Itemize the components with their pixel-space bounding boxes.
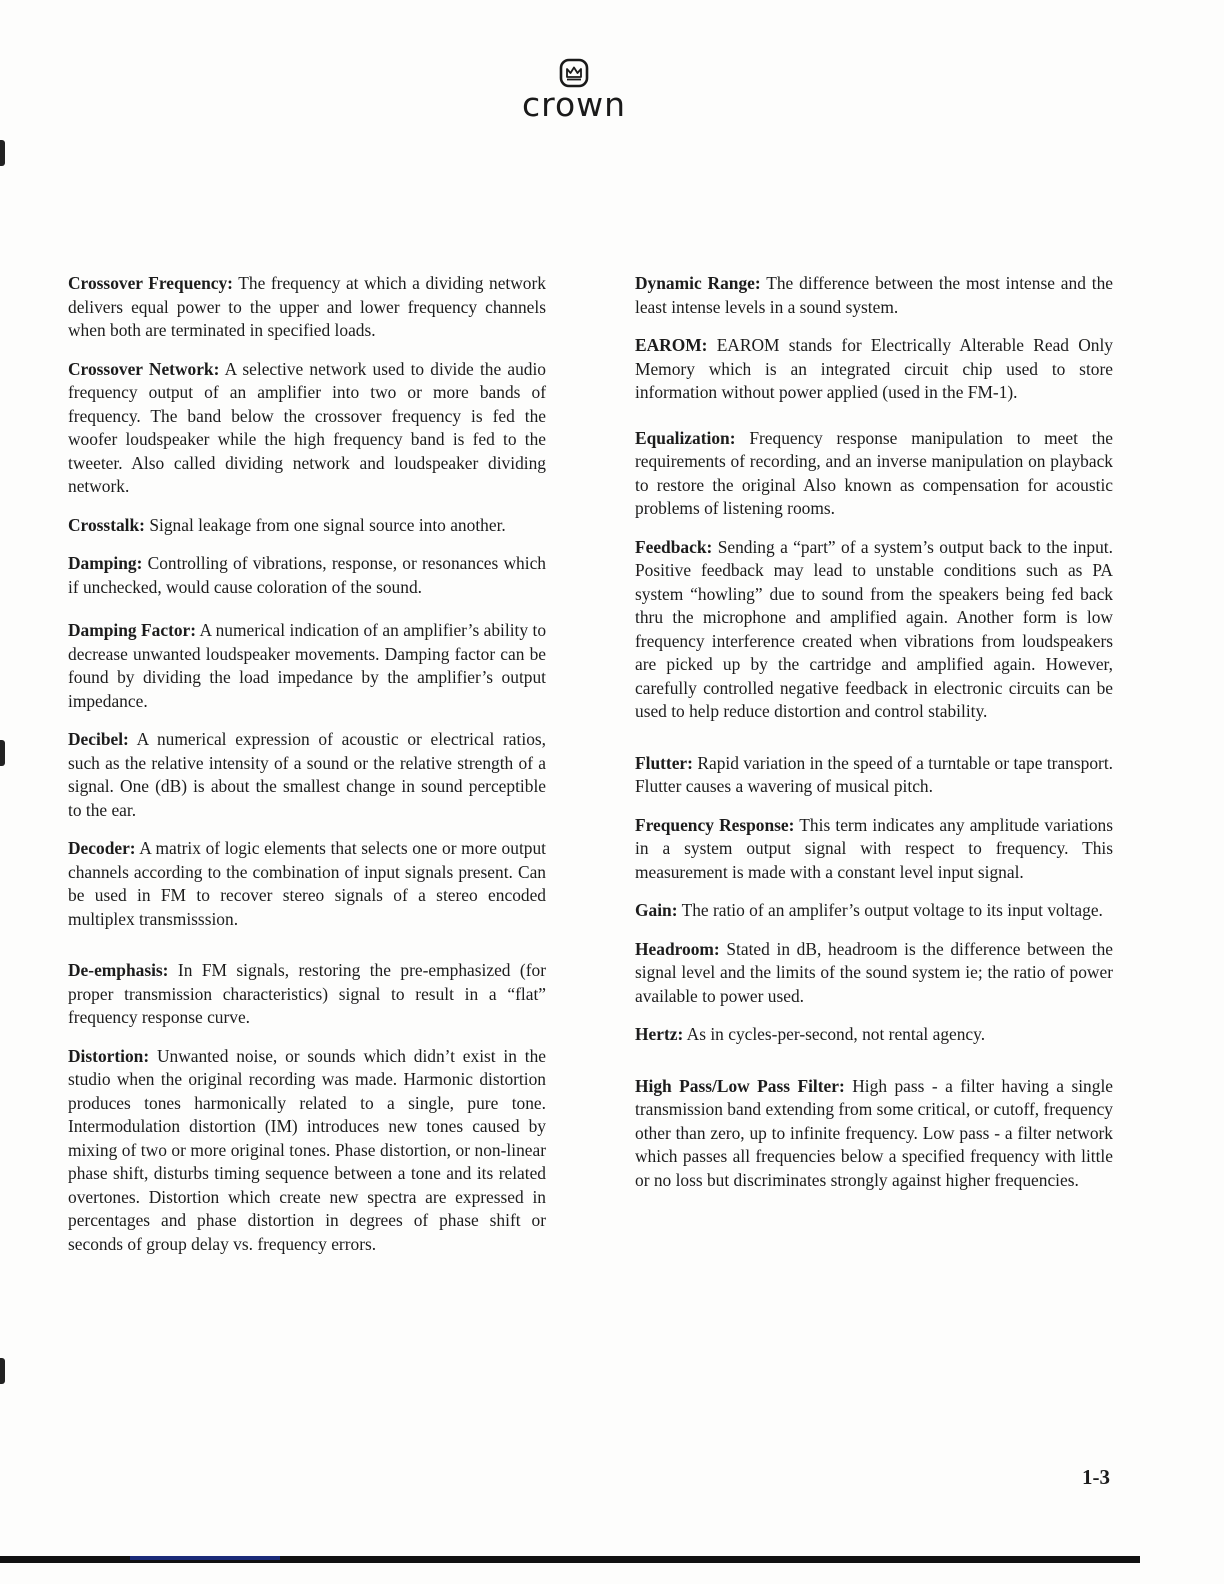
glossary-entry	[635, 1075, 1113, 1193]
glossary-term: Flutter:	[635, 752, 693, 773]
glossary-entry	[635, 272, 1113, 319]
glossary-term: Dynamic Range:	[635, 273, 761, 293]
glossary-entry	[635, 752, 1113, 799]
glossary-entry	[635, 899, 1113, 923]
glossary-right-column	[635, 272, 1113, 1192]
crown-icon	[559, 58, 589, 88]
glossary-definition: High pass - a filter having a single transmission band extending from some critical, or cutoff, frequency other than zero, up to infinite frequency. Low pass - a filter network which passes all frequencies below a specified frequency with little or no loss but discriminates strongly against higher frequencies.	[635, 1075, 1114, 1190]
crown-logo	[512, 58, 636, 128]
glossary-term: Distortion:	[68, 1045, 150, 1066]
glossary-entry	[68, 619, 546, 713]
glossary-definition: A selective network used to divide the audio frequency output of an amplifier into two or more bands of frequency. The band below the crossover frequency is fed the woofer loudspeaker while the high frequency band is fed to the tweeter. Also called dividing network and loudspeaker dividing network.	[68, 358, 547, 496]
glossary-definition: As in cycles-per-second, not rental agency.	[686, 1024, 986, 1044]
glossary-term: Crosstalk:	[68, 514, 145, 535]
glossary-definition: The difference between the most intense and the least intense levels in a sound system.	[635, 273, 1113, 317]
glossary-left-column	[68, 272, 546, 1256]
glossary-term: Crossover Network:	[68, 358, 220, 379]
glossary-definition: Frequency response manipulation to meet the requirements of recording, and an inverse manipulation on playback to restore the original Also known as compensation for acoustic problems of listening rooms.	[635, 427, 1113, 518]
glossary-entry	[635, 1023, 1113, 1047]
glossary-term: Gain:	[635, 900, 678, 920]
glossary-entry	[68, 837, 546, 931]
glossary-term: Headroom:	[635, 938, 720, 959]
glossary-term: Damping:	[68, 553, 143, 573]
scan-edge-mark	[0, 1358, 5, 1384]
glossary-entry	[635, 334, 1113, 405]
glossary-entry	[68, 358, 546, 499]
glossary-entry	[68, 1045, 546, 1257]
glossary-term: EAROM:	[635, 335, 708, 355]
glossary-definition: EAROM stands for Electrically Alterable Read Only Memory which is an integrated circuit chip used to store information without power applied (used in the FM-1).	[635, 335, 1113, 402]
crown-wordmark: crown	[521, 85, 627, 124]
glossary-term: High Pass/Low Pass Filter:	[635, 1075, 845, 1096]
glossary-entry	[635, 814, 1113, 885]
glossary-entry	[68, 959, 546, 1030]
glossary-term: Equalization:	[635, 427, 736, 448]
glossary-definition: The frequency at which a dividing network delivers equal power to the upper and lower frequency channels when both are terminated in specified loads.	[68, 273, 546, 340]
glossary-term: Decibel:	[68, 729, 129, 749]
glossary-definition: In FM signals, restoring the pre-emphasized (for proper transmission characteristics) signal to result in a “flat” frequency response curve.	[68, 960, 546, 1027]
glossary-entry	[68, 728, 546, 822]
glossary-term: Damping Factor:	[68, 620, 197, 640]
glossary-term: Decoder:	[68, 838, 136, 858]
glossary-term: De-emphasis:	[68, 960, 169, 980]
glossary-entry	[68, 272, 546, 343]
glossary-definition: Stated in dB, headroom is the difference between the signal level and the limits of the sound system ie; the ratio of power available to power used.	[635, 938, 1113, 1006]
glossary-definition: Signal leakage from one signal source into another.	[149, 514, 506, 535]
bottom-rule-accent	[130, 1556, 280, 1560]
glossary-definition: A numerical indication of an amplifier’s ability to decrease unwanted loudspeaker movements. Damping factor can be found by dividing the load impedance by the amplifier’s output impedance.	[68, 620, 547, 711]
glossary-definition: Controlling of vibrations, response, or resonances which if unchecked, would cause coloration of the sound.	[68, 553, 546, 597]
glossary-term: Crossover Frequency:	[68, 273, 233, 293]
glossary-definition: Sending a “part” of a system’s output back to the input. Positive feedback may lead to unstable conditions such as PA system “howling” due to sound from the speakers being fed back thru the microphone and amplified again. Another form is low frequency interference created when vibrations from loudspeakers are picked up by the cartridge and amplified again. However, carefully controlled negative feedback in electronic circuits can be used to help reduce distortion and control stability.	[635, 536, 1113, 721]
glossary-entry	[635, 536, 1113, 724]
glossary-entry	[68, 552, 546, 599]
glossary-definition: Rapid variation in the speed of a turntable or tape transport. Flutter causes a wavering of musical pitch.	[635, 752, 1113, 796]
glossary-definition: The ratio of an amplifer’s output voltage to its input voltage.	[681, 900, 1103, 920]
page-number: 1-3	[1082, 1465, 1110, 1489]
glossary-term: Hertz:	[635, 1024, 684, 1044]
scan-edge-mark	[0, 140, 5, 166]
glossary-term: Feedback:	[635, 536, 713, 557]
glossary-definition: This term indicates any amplitude variations in a system output signal with respect to frequency. This measurement is made with a constant level input signal.	[635, 814, 1113, 882]
glossary-definition: A matrix of logic elements that selects one or more output channels according to the combination of input signals present. Can be used in FM to recover stereo signals of a stereo encoded multiplex transmisssion.	[68, 838, 546, 929]
glossary-entry	[635, 938, 1113, 1009]
glossary-entry	[68, 514, 546, 538]
glossary-term: Frequency Response:	[635, 814, 795, 835]
glossary-definition: Unwanted noise, or sounds which didn’t exist in the studio when the original recording was made. Harmonic distortion produces tones harmonically related to a single, pure tone. Intermodulation distortion (IM) introduces new tones caused by mixing of two or more original tones. Phase distortion, or non-linear phase shift, disturbs timing sequence between a tone and its related overtones. Distortion which create new spectra are expressed in percentages and phase distortion in degrees of phase shift or seconds of group delay vs. frequency errors.	[68, 1045, 546, 1254]
scan-edge-mark	[0, 740, 5, 766]
glossary-entry	[635, 427, 1113, 521]
glossary-definition: A numerical expression of acoustic or electrical ratios, such as the relative intensity of a sound or the relative strength of a signal. One (dB) is about the smallest change in sound perceptible to the ear.	[68, 729, 547, 820]
